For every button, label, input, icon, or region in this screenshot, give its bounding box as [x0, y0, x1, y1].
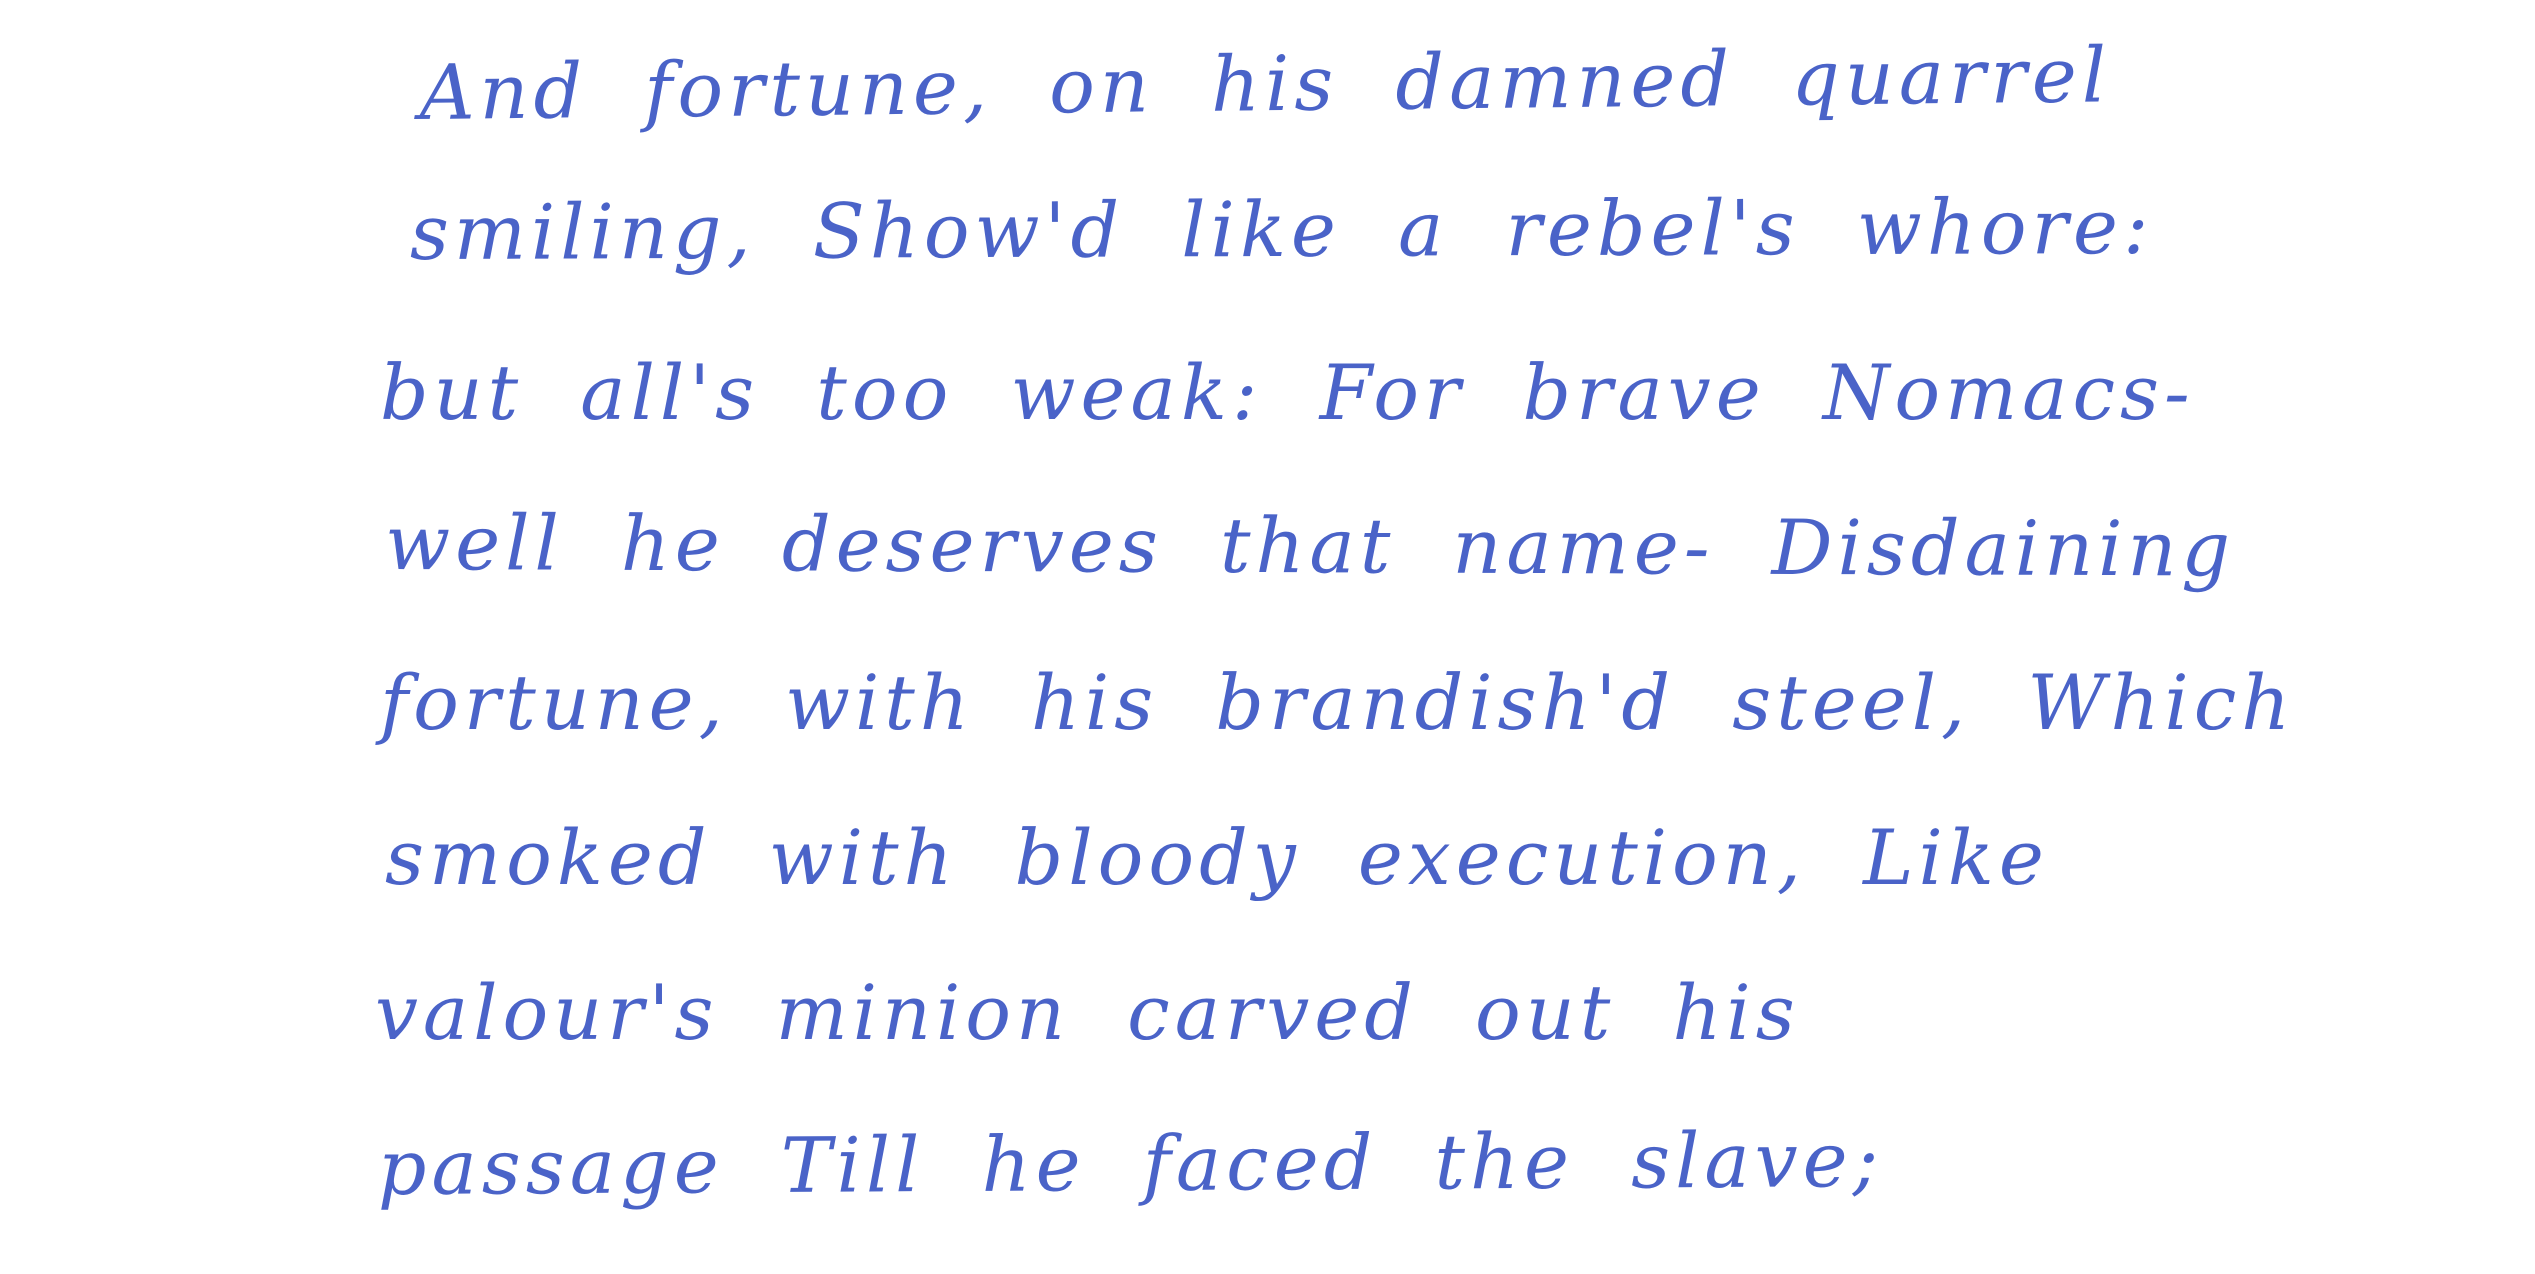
handwritten-line-7: valour's minion carved out his — [375, 968, 1800, 1057]
handwritten-line-8: passage Till he faced the slave; — [377, 1115, 1884, 1212]
handwritten-line-5: fortune, with his brandish'd steel, Which — [380, 658, 2296, 747]
handwritten-line-2: smiling, Show'd like a rebel's whore: — [409, 181, 2154, 277]
handwritten-line-6: smoked with bloody execution, Like — [385, 813, 2049, 902]
handwritten-line-4: well he deserves that name- Disdaining — [384, 498, 2236, 594]
handwritten-line-3: but all's too weak: For brave Nomacs- — [380, 348, 2195, 437]
handwritten-line-1: And fortune, on his damned quarrel — [419, 30, 2112, 137]
